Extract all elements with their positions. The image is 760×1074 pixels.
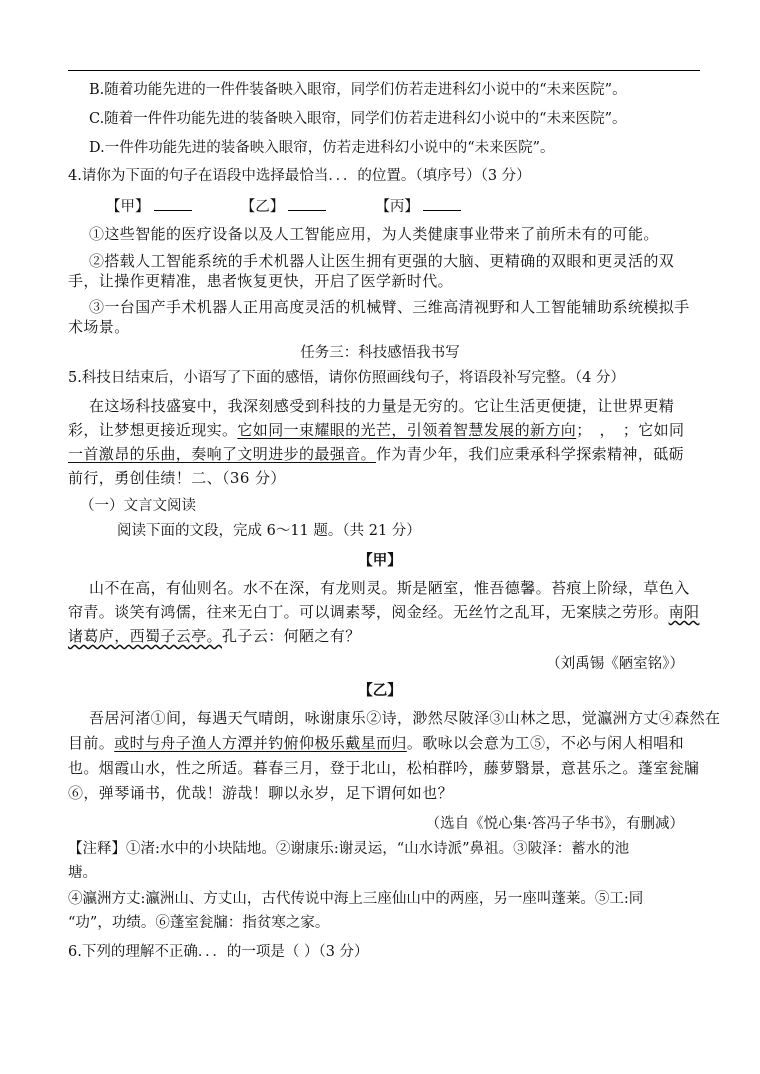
q5-line-4: 前行，勇创佳绩！二、（36 分） bbox=[68, 469, 286, 487]
yi-line-1: 吾居河渚①间，每遇天气晴朗，咏谢康乐②诗，渺然尽陂泽③山林之思，觉瀛洲方丈④森然在 bbox=[89, 709, 721, 727]
notes-line-3: ④瀛洲方丈:瀛洲山、方丈山，古代传说中海上三座仙山中的两座，另一座叫蓬莱。⑤工:同 bbox=[68, 891, 644, 907]
top-rule bbox=[68, 70, 700, 71]
yi-heading: 【乙】 bbox=[358, 682, 402, 699]
q5-line-3 bbox=[68, 444, 684, 464]
sentence-1: ①这些智能的医疗设备以及人工智能应用，为人类健康事业带来了前所未有的可能。 bbox=[89, 225, 659, 243]
yi-line-3: 也。烟霞山水，性之所适。暮春三月，登于北山，松柏群吟，藤萝翳景，意甚乐之。蓬室瓮牖 bbox=[68, 759, 700, 777]
notes-line-2: 塘。 bbox=[68, 865, 97, 881]
reading-intro: 阅读下面的文段，完成 6～11 题。（共 21 分） bbox=[117, 523, 421, 539]
yi-underlined: 或时与舟子渔人方潭并钓俯仰极乐戴星而归 bbox=[114, 734, 407, 752]
yi-line-2 bbox=[68, 733, 684, 753]
question-6: 6.下列的理解不正确．．．的一项是（ ）（3 分） bbox=[68, 944, 369, 960]
yi-source: （选自《悦心集·答冯子华书》，有删减） bbox=[425, 816, 684, 832]
blank-bing bbox=[423, 196, 461, 211]
notes-line-1: 【注释】①渚:水中的小块陆地。②谢康乐:谢灵运，“山水诗派”鼻祖。③陂泽：蓄水的池 bbox=[68, 841, 630, 857]
q5-line-1: 在这场科技盛宴中，我深刻感受到科技的力量是无穷的。它让生活更便捷，让世界更精 bbox=[89, 397, 675, 415]
yi-line-4: ⑥，弹琴诵书，优哉！游哉！聊以永岁，足下谓何如也？ bbox=[68, 784, 454, 802]
jia-wavy-1: 南阳 bbox=[668, 603, 700, 621]
option-b: B.随着功能先进的一件件装备映入眼帘，同学们仿若走进科幻小说中的“未来医院”。 bbox=[89, 82, 627, 98]
blank-yi bbox=[288, 196, 326, 211]
section-1-title: （一）文言文阅读 bbox=[80, 498, 196, 514]
sentence-3b: 术场景。 bbox=[68, 318, 130, 336]
blank-row bbox=[106, 196, 461, 217]
blank-label-jia: 【甲】 bbox=[106, 199, 150, 215]
q5-underlined-2: 一首激昂的乐曲，奏响了文明进步的最强音。 bbox=[68, 445, 377, 463]
jia-heading: 【甲】 bbox=[358, 552, 402, 569]
q5-underlined-1: 它如同一束耀眼的光芒，引领着智慧发展的新方向 bbox=[237, 421, 577, 439]
q5-l2-post: ； ， ；它如同 bbox=[576, 421, 685, 439]
blank-jia bbox=[154, 196, 192, 211]
task3-title: 任务三：科技感悟我书写 bbox=[300, 345, 460, 361]
jia-line-2 bbox=[68, 602, 699, 622]
notes-line-4: “功”，功绩。⑥蓬室瓮牖：指贫寒之家。 bbox=[68, 915, 330, 931]
question-5: 5.科技日结束后，小语写了下面的感悟，请你仿照画线句子，将语段补写完整。（4 分） bbox=[68, 370, 625, 386]
jia-line-1: 山不在高，有仙则名。水不在深，有龙则灵。斯是陋室，惟吾德馨。苔痕上阶绿，草色入 bbox=[89, 579, 690, 597]
jia-line-3 bbox=[68, 626, 361, 646]
yi-l2-pre: 目前。 bbox=[68, 734, 115, 752]
jia-l2-pre: 帘青。谈笑有鸿儒，往来无白丁。可以调素琴，阅金经。无丝竹之乱耳，无案牍之劳形。 bbox=[68, 603, 669, 621]
sentence-3a: ③一台国产手术机器人正用高度灵活的机械臂、三维高清视野和人工智能辅助系统模拟手 bbox=[89, 298, 690, 316]
q5-l2-pre: 彩，让梦想更接近现实。 bbox=[68, 421, 238, 439]
q5-l3-post: 作为青少年，我们应秉承科学探索精神，砥砺 bbox=[376, 445, 685, 463]
q5-line-2 bbox=[68, 420, 684, 440]
sentence-2a: ②搭载人工智能系统的手术机器人让医生拥有更强的大脑、更精确的双眼和更灵活的双 bbox=[89, 252, 675, 270]
blank-label-bing: 【丙】 bbox=[375, 199, 419, 215]
question-4: 4.请你为下面的句子在语段中选择最恰当．．．的位置。（填序号）（3 分） bbox=[68, 168, 531, 184]
jia-wavy-2: 诸葛庐，西蜀子云亭。 bbox=[68, 627, 223, 645]
jia-l3-post: 孔子云：何陋之有？ bbox=[222, 627, 361, 645]
jia-source: （刘禹锡《陋室铭》） bbox=[546, 656, 684, 672]
blank-label-yi: 【乙】 bbox=[240, 199, 285, 215]
yi-l2-post: 。歌咏以会意为工⑤，不必与闲人相唱和 bbox=[406, 734, 685, 752]
sentence-2b: 手，让操作更精准，患者恢复更快，开启了医学新时代。 bbox=[68, 272, 454, 290]
option-c: C.随着一件件功能先进的装备映入眼帘，同学们仿若走进科幻小说中的“未来医院”。 bbox=[89, 111, 627, 127]
option-d: D.一件件功能先进的装备映入眼帘，仿若走进科幻小说中的“未来医院”。 bbox=[89, 140, 555, 156]
